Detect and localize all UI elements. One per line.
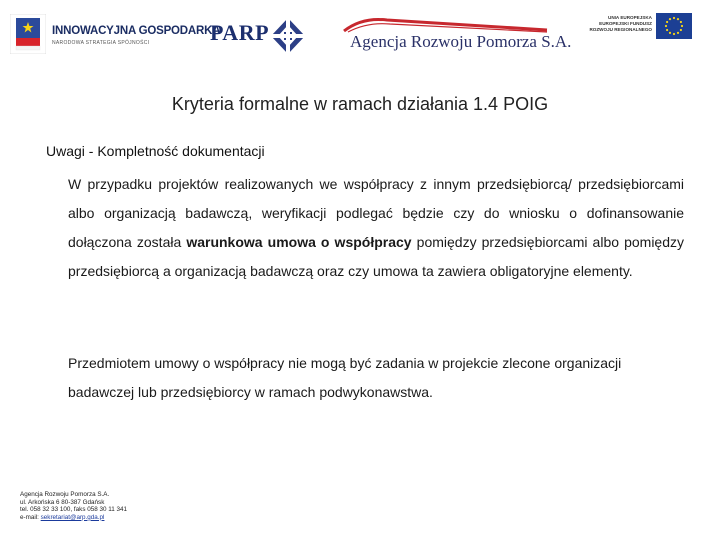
eu-text-line2: EUROPEJSKI FUNDUSZ (599, 21, 652, 26)
section-heading: Uwagi - Kompletność dokumentacji (46, 143, 265, 159)
arp-wordmark: Agencja Rozwoju Pomorza S.A. (350, 32, 572, 51)
arp-logo (342, 14, 572, 56)
paragraph-1 (68, 170, 684, 286)
footer-email-label: e-mail: (20, 513, 41, 521)
parp-mark-icon (267, 16, 309, 56)
parp-wordmark: PARP (210, 20, 270, 45)
eu-logo (582, 13, 694, 43)
paragraph-1-start: W przypadku projektów realizowanych we współpracy z innym przedsiębiorcą/ przedsiębiorcami albo organizacją badawczą, weryfikacji podlegać będzie czy do wniosku o dofinansowanie dołączona została (68, 176, 684, 250)
logo-bar (0, 0, 720, 70)
innowacyjna-gospodarka-logo (10, 14, 221, 54)
paragraph-1-emphasis: warunkowa umowa o współpracy (186, 234, 412, 250)
slide-title: Kryteria formalne w ramach działania 1.4 POIG (171, 94, 549, 114)
ig-title: INNOWACYJNA GOSPODARKA (52, 25, 221, 37)
paragraph-1-end: pomiędzy przedsiębiorcami albo pomiędzy przedsiębiorcą a organizacją badawczą oraz czy umowa ta zawiera obligatoryjne elementy. (68, 234, 684, 279)
footer-email-line (20, 514, 127, 522)
footer-address: ul. Arkońska 6 80-387 Gdańsk (20, 498, 105, 506)
arp-swoosh-icon (342, 14, 552, 34)
footer-phone: tel. 058 32 33 100, faks 058 30 11 341 (20, 506, 128, 514)
paragraph-2: Przedmiotem umowy o współpracy nie mogą być zadania w projekcie zlecone organizacji badawczej lub przedsiębiorcy w ramach podwykonawstwa. (68, 355, 622, 400)
eu-text-line3: ROZWOJU REGIONALNEGO (589, 27, 652, 32)
footer-org: Agencja Rozwoju Pomorza S.A. (20, 491, 110, 498)
eu-text (582, 15, 652, 33)
eu-flag-icon (656, 13, 692, 39)
footer-email-link[interactable]: sekretariat@arp.gda.pl (40, 513, 105, 521)
ig-subtitle: NARODOWA STRATEGIA SPÓJNOŚCI (52, 40, 150, 46)
parp-logo (205, 14, 310, 56)
ig-flag-icon (10, 14, 46, 54)
eu-text-line1: UNIA EUROPEJSKA (608, 15, 652, 20)
footer-contact (20, 491, 127, 521)
